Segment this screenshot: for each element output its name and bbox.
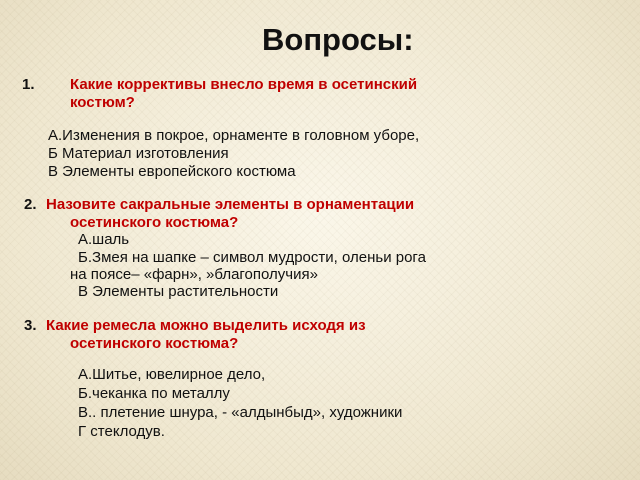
question-2-line-1: Назовите сакральные элементы в орнаментации	[46, 196, 415, 213]
question-1-line-2: костюм?	[70, 94, 135, 111]
question-2-answer-a: А.шаль	[78, 231, 130, 248]
question-3-answer-a: А.Шитье, ювелирное дело,	[78, 366, 266, 383]
question-2-answer-b: Б.Змея на шапке – символ мудрости, оленьи рога	[78, 249, 426, 266]
question-3-line-1: Какие ремесла можно выделить исходя из	[46, 317, 366, 334]
question-1-line-1: Какие коррективы внесло время в осетинский	[70, 76, 418, 93]
question-2-number: 2.	[24, 196, 37, 213]
question-2-answer-c: В Элементы растительности	[78, 283, 279, 300]
question-1-answer-a: А.Изменения в покрое, орнаменте в головном уборе,	[48, 127, 420, 144]
question-2-answer-b-continued: на поясе– «фарн», »благополучия»	[70, 266, 318, 283]
question-3-answer-c: В.. плетение шнура, - «алдынбыд», художники	[78, 404, 403, 421]
question-2-line-2: осетинского костюма?	[70, 214, 239, 231]
question-3-answer-d: Г стеклодув.	[78, 423, 165, 440]
question-1-number: 1.	[22, 76, 35, 93]
question-3-number: 3.	[24, 317, 37, 334]
question-3-line-2: осетинского костюма?	[70, 335, 239, 352]
question-3-answer-b: Б.чеканка по металлу	[78, 385, 230, 402]
page-title: Вопросы:	[262, 22, 414, 57]
question-1-answer-c: В Элементы европейского костюма	[48, 163, 296, 180]
question-1-answer-b: Б Материал изготовления	[48, 145, 229, 162]
